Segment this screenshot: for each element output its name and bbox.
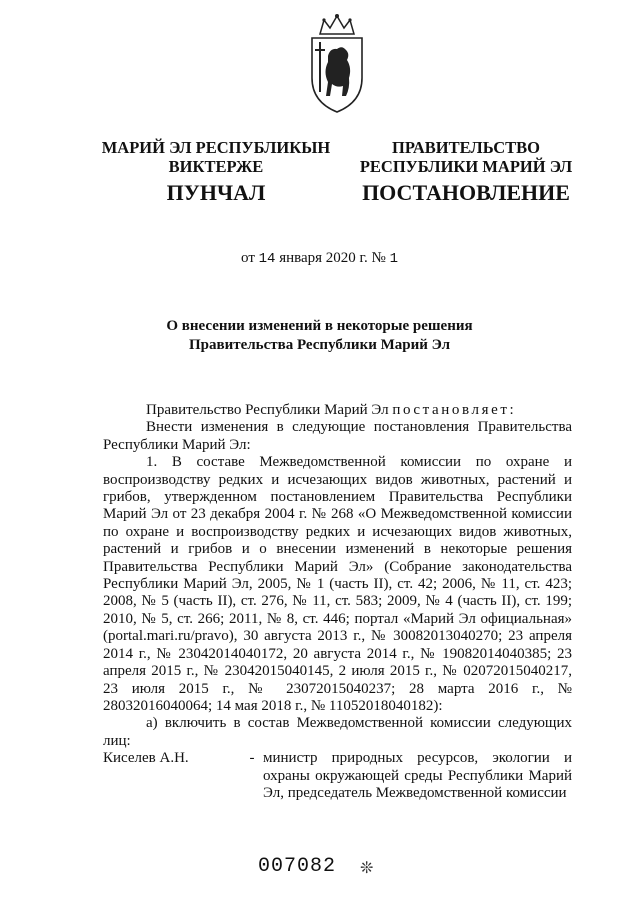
item-1-paragraph: 1. В составе Межведомственной комиссии по охране и воспроизводству редких и исчезающих видов животных, растений и грибов, утвержденном постановлением Правительства Республики Марий Эл от 23 декабря 2004 г. № 268 «О Межведомственной комиссии по охране и воспроизводству редких и исчезающих видов животных, растений и грибов и о внесении изменений в некоторые решения Правительства Республики Марий Эл» (Собрание законодательства Республики Марий Эл, 2005, № 1 (часть II), ст. 42; 2006, № 11, ст. 423; 2008, № 5 (часть II), ст. 276, № 11, ст. 583; 2009, № 4 (часть II), ст. 199; 2010, № 5, ст. 266; 2011, № 8, ст. 446; портал «Марий Эл официальная» (portal.mari.ru/pravo), 30 августа 2013 г., № 30082013040270; 23 апреля 2014 г., № 23042014040172, 20 августа 2014 г., № 19082014040385; 23 апреля 2015 г., № 23042015040145, 2 июля 2015 г., № 02072015040217, 23 июля 2015 г., № 23072015040237; 28 марта 2016 г., № 28032016040064; 14 мая 2018 г., № 11052018040182): bbox=[103, 454, 572, 714]
member-description: министр природных ресурсов, экологии и охраны окружающей среды Республики Марий Эл, председатель Межведомственной комиссии bbox=[263, 750, 572, 801]
header-left bbox=[96, 138, 336, 176]
doc-type-mari: ПУНЧАЛ bbox=[166, 180, 266, 205]
header-left-line2: ВИКТЕРЖЕ bbox=[168, 157, 264, 176]
preamble-verb: постановляет: bbox=[392, 402, 517, 418]
doc-title-line2: Правительства Республики Марий Эл bbox=[188, 337, 451, 353]
member-row bbox=[103, 750, 572, 802]
date-month-year: января 2020 г. № bbox=[279, 250, 386, 266]
doc-title-line1: О внесении изменений в некоторые решения bbox=[166, 318, 473, 334]
member-name: Киселев А.Н. bbox=[103, 750, 189, 767]
serial-number: 007082 bbox=[258, 855, 337, 878]
intro-paragraph: Внести изменения в следующие постановления Правительства Республики Марий Эл: bbox=[103, 419, 572, 453]
date-line bbox=[0, 250, 639, 267]
snowflake-mark-icon: ❊ bbox=[360, 860, 374, 877]
sub-item-a: а) включить в состав Межведомственной комиссии следующих лиц: bbox=[103, 715, 572, 749]
doc-title bbox=[0, 317, 639, 355]
preamble-subject: Правительство Республики Марий Эл bbox=[146, 402, 389, 418]
header-left-line1: МАРИЙ ЭЛ РЕСПУБЛИКЫН bbox=[101, 138, 331, 157]
header-right-line2: РЕСПУБЛИКИ МАРИЙ ЭЛ bbox=[359, 157, 573, 176]
doc-body bbox=[103, 402, 572, 802]
coat-of-arms-emblem bbox=[306, 12, 368, 116]
doc-type-russian: ПОСТАНОВЛЕНИЕ bbox=[362, 180, 570, 205]
doc-number: 1 bbox=[389, 251, 398, 267]
preamble bbox=[103, 402, 572, 419]
member-dash: - bbox=[249, 750, 255, 767]
date-day: 14 bbox=[258, 251, 276, 267]
date-prefix: от bbox=[241, 250, 255, 266]
header-right bbox=[356, 138, 576, 176]
header-right-line1: ПРАВИТЕЛЬСТВО bbox=[392, 138, 540, 157]
